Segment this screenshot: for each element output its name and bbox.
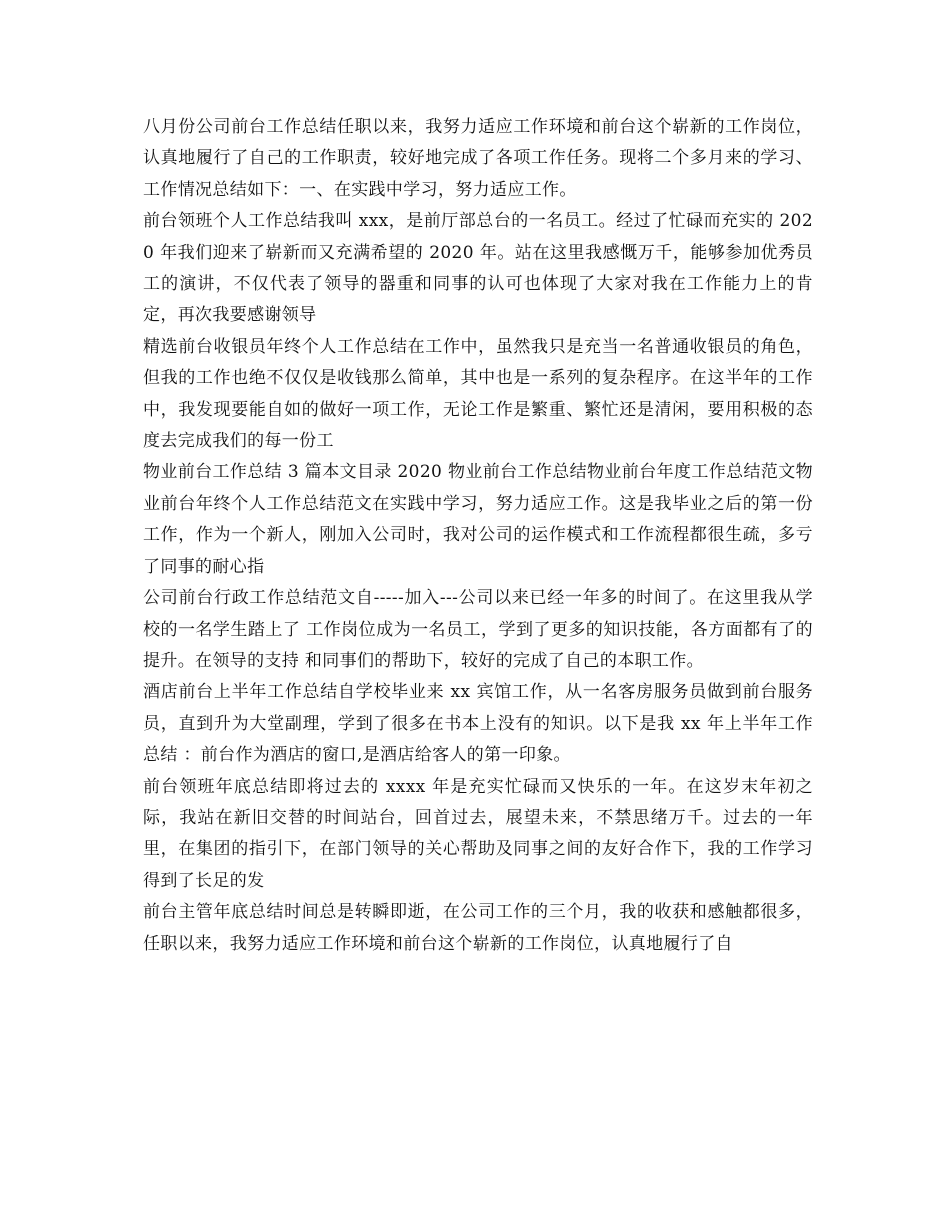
paragraph-3: 精选前台收银员年终个人工作总结在工作中，虽然我只是充当一名普通收银员的角色，但我的工作也绝不仅仅是收钱那么简单，其中也是一系列的复杂程序。在这半年的工作中，我发现要能自如的做好一项工作，无论工作是繁重、繁忙还是清闲，要用积极的态度去完成我们的每一份工 (143, 336, 813, 452)
paragraph-1: 八月份公司前台工作总结任职以来，我努力适应工作环境和前台这个崭新的工作岗位，认真地履行了自己的工作职责，较好地完成了各项工作任务。现将二个多月来的学习、工作情况总结如下：一、在实践中学习，努力适应工作。 (143, 117, 813, 200)
paragraph-6: 酒店前台上半年工作总结自学校毕业来 xx 宾馆工作，从一名客房服务员做到前台服务员，直到升为大堂副理，学到了很多在书本上没有的知识。以下是我 xx 年上半年工作总结 ：前台作为酒店的窗口,是酒店给客人的第一印象。 (143, 682, 813, 766)
paragraph-5: 公司前台行政工作总结范文自-----加入---公司以来已经一年多的时间了。在这里我从学校的一名学生踏上了 工作岗位成为一名员工，学到了更多的知识技能，各方面都有了的提升。在领导的支持 和同事们的帮助下，较好的完成了自己的本职工作。 (143, 588, 813, 671)
paragraph-7: 前台领班年底总结即将过去的 xxxx 年是充实忙碌而又快乐的一年。在这岁末年初之际，我站在新旧交替的时间站台，回首过去，展望未来，不禁思绪万千。过去的一年里，在集团的指引下，在部门领导的关心帮助及同事之间的友好合作下，我的工作学习得到了长足的发 (143, 776, 813, 891)
paragraph-8: 前台主管年底总结时间总是转瞬即逝，在公司工作的三个月，我的收获和感触都很多，任职以来，我努力适应工作环境和前台这个崭新的工作岗位，认真地履行了自 (143, 902, 813, 954)
document-body (143, 112, 813, 960)
paragraph-4: 物业前台工作总结 3 篇本文目录 2020 物业前台工作总结物业前台年度工作总结范文物业前台年终个人工作总结范文在实践中学习，努力适应工作。这是我毕业之后的第一份工作，作为一个新人，刚加入公司时，我对公司的运作模式和工作流程都很生疏，多亏了同事的耐心指 (143, 462, 813, 577)
paragraph-2: 前台领班个人工作总结我叫 xxx，是前厅部总台的一名员工。经过了忙碌而充实的 2020 年我们迎来了崭新而又充满希望的 2020 年。站在这里我感慨万千，能够参加优秀员工的演讲，不仅代表了领导的器重和同事的认可也体现了大家对我在工作能力上的肯定，再次我要感谢领导 (143, 211, 813, 326)
